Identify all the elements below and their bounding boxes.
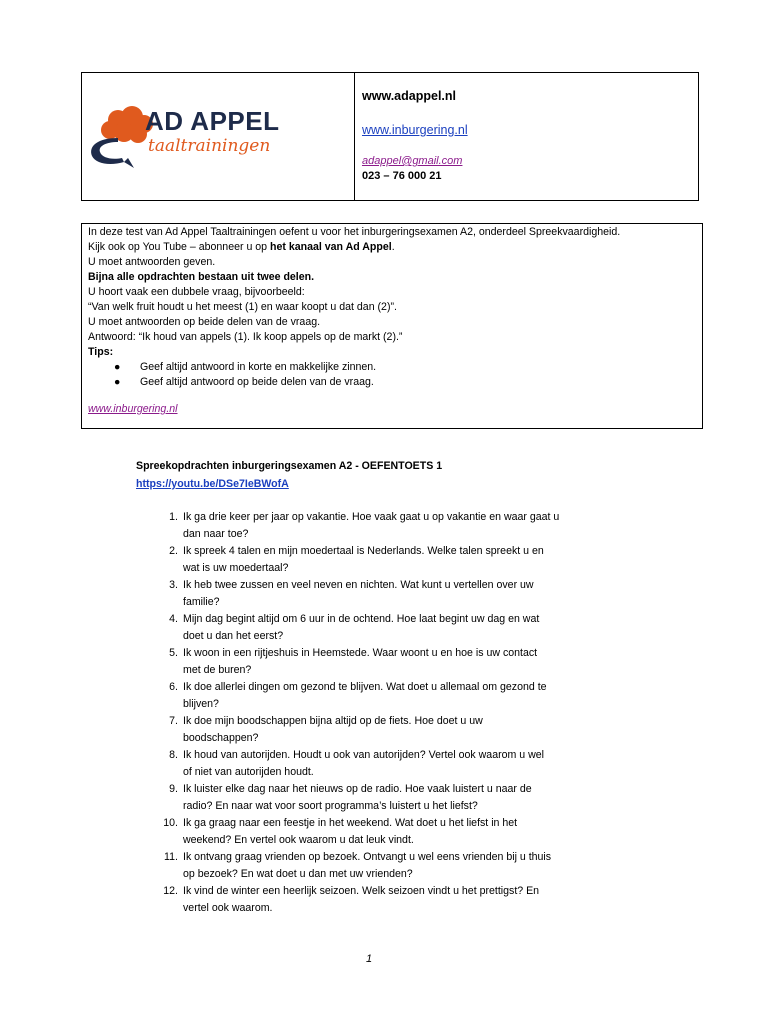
contact-cell [355, 73, 698, 200]
youtube-channel-text: het kanaal van Ad Appel [270, 241, 392, 253]
question-number: 2. [169, 545, 178, 557]
inburgering-link[interactable]: www.inburgering.nl [88, 403, 178, 415]
bullet-icon: ● [114, 361, 121, 373]
info-box [81, 223, 703, 429]
section-title: Spreekopdrachten inburgeringsexamen A2 - OEFENTOETS 1 [136, 460, 443, 472]
ad-appel-logo [88, 100, 280, 172]
question-number: 3. [169, 579, 178, 591]
question-number: 4. [169, 613, 178, 625]
question-line: Ik luister elke dag naar het nieuws op de radio. Hoe vaak luistert u naar de [183, 783, 532, 795]
question-line: Ik spreek 4 talen en mijn moedertaal is Nederlands. Welke talen spreekt u en [183, 545, 544, 557]
question-text [183, 781, 615, 815]
tip-item [88, 375, 697, 390]
question-line: boodschappen? [183, 732, 259, 744]
question-line: wat is uw moedertaal? [183, 562, 289, 574]
question-text [183, 611, 615, 645]
question-text [183, 713, 615, 747]
info-line-answers: U moet antwoorden geven. [88, 256, 216, 268]
info-line-intro: In deze test van Ad Appel Taaltrainingen oefent u voor het inburgeringsexamen A2, onderdeel Spreekvaardigheid. [88, 226, 621, 238]
question-line: dan naar toe? [183, 528, 249, 540]
question-item [155, 679, 615, 713]
info-line-youtube [88, 240, 697, 255]
question-item [155, 645, 615, 679]
logo-title: AD APPEL [145, 106, 280, 136]
info-line-both-parts: U moet antwoorden op beide delen van de vraag. [88, 316, 321, 328]
question-line: Mijn dag begint altijd om 6 uur in de ochtend. Hoe laat begint uw dag en wat [183, 613, 540, 625]
info-line-example: “Van welk fruit houdt u het meest (1) en waar koopt u dat dan (2)”. [88, 301, 397, 313]
question-number: 11. [164, 851, 178, 863]
question-list [155, 509, 615, 917]
question-item [155, 611, 615, 645]
question-line: blijven? [183, 698, 219, 710]
website-adappel-link[interactable]: www.adappel.nl [362, 89, 456, 103]
phone-number: 023 – 76 000 21 [362, 170, 442, 182]
question-text [183, 679, 615, 713]
question-number: 9. [169, 783, 178, 795]
header-table [81, 72, 699, 201]
question-text [183, 883, 615, 917]
question-line: Ik ga graag naar een feestje in het weekend. Wat doet u het liefst in het [183, 817, 518, 829]
bullet-icon: ● [114, 376, 121, 388]
info-youtube-text: Kijk ook op You Tube – abonneer u op [88, 241, 271, 253]
tips-label: Tips: [88, 346, 114, 358]
question-item [155, 883, 615, 917]
question-number: 10. [163, 817, 178, 829]
question-text [183, 815, 615, 849]
question-text [183, 747, 615, 781]
question-line: Ik vind de winter een heerlijk seizoen. Welk seizoen vindt u het prettigst? En [183, 885, 540, 897]
question-item [155, 747, 615, 781]
question-item [155, 815, 615, 849]
logo-tagline: taaltrainingen [148, 136, 271, 156]
tip-item [88, 360, 697, 375]
question-line: op bezoek? En wat doet u dan met uw vrienden? [183, 868, 413, 880]
email-link[interactable]: adappel@gmail.com [362, 155, 463, 167]
question-text [183, 849, 615, 883]
info-line-two-parts: Bijna alle opdrachten bestaan uit twee delen. [88, 271, 315, 283]
question-item [155, 713, 615, 747]
question-item [155, 849, 615, 883]
question-item [155, 781, 615, 815]
question-text [183, 543, 615, 577]
question-number: 12. [163, 885, 178, 897]
question-line: Ik houd van autorijden. Houdt u ook van autorijden? Vertel ook waarom u wel [183, 749, 544, 761]
question-item [155, 577, 615, 611]
question-line: radio? En naar wat voor soort programma’s luistert u het liefst? [183, 800, 478, 812]
question-line: doet u dan het eerst? [183, 630, 284, 642]
page-number: 1 [366, 953, 373, 965]
logo-cell [82, 73, 355, 200]
question-text [183, 577, 615, 611]
info-youtube-end: . [391, 241, 395, 253]
question-line: Ik doe allerlei dingen om gezond te blijven. Wat doet u allemaal om gezond te [183, 681, 547, 693]
question-text [183, 509, 615, 543]
question-line: Ik woon in een rijtjeshuis in Heemstede. Waar woont u en hoe is uw contact [183, 647, 538, 659]
question-item [155, 509, 615, 543]
info-line-double-question: U hoort vaak een dubbele vraag, bijvoorbeeld: [88, 286, 305, 298]
info-line-answer-example: Antwoord: “Ik houd van appels (1). Ik koop appels op de markt (2).” [88, 331, 403, 343]
question-line: Ik ga drie keer per jaar op vakantie. Hoe vaak gaat u op vakantie en waar gaat u [183, 511, 560, 523]
question-line: Ik doe mijn boodschappen bijna altijd op de fiets. Hoe doet u uw [183, 715, 483, 727]
question-text [183, 645, 615, 679]
question-number: 1. [169, 511, 178, 523]
question-line: weekend? En vertel ook waarom u dat leuk vindt. [183, 834, 414, 846]
tip-text: Geef altijd antwoord op beide delen van de vraag. [140, 376, 374, 388]
website-inburgering-link[interactable]: www.inburgering.nl [362, 123, 468, 137]
question-line: vertel ook waarom. [183, 902, 273, 914]
question-item [155, 543, 615, 577]
question-line: met de buren? [183, 664, 252, 676]
question-line: Ik heb twee zussen en veel neven en nichten. Wat kunt u vertellen over uw [183, 579, 534, 591]
question-number: 6. [169, 681, 178, 693]
question-number: 7. [169, 715, 178, 727]
tip-text: Geef altijd antwoord in korte en makkelijke zinnen. [140, 361, 377, 373]
question-number: 5. [169, 647, 178, 659]
youtube-link[interactable]: https://youtu.be/DSe7IeBWofA [136, 478, 289, 490]
question-line: of niet van autorijden houdt. [183, 766, 314, 778]
question-number: 8. [169, 749, 178, 761]
question-line: familie? [183, 596, 220, 608]
question-line: Ik ontvang graag vrienden op bezoek. Ontvangt u wel eens vrienden bij u thuis [183, 851, 552, 863]
